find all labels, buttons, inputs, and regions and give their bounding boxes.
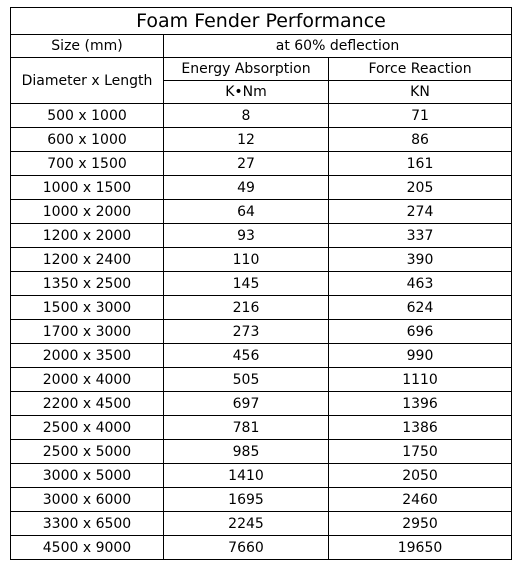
table-body: [11, 8, 512, 560]
force-cell: 205: [329, 176, 512, 200]
force-cell: 161: [329, 152, 512, 176]
force-header: Force Reaction: [329, 58, 512, 81]
force-cell: 337: [329, 224, 512, 248]
energy-cell: 1695: [164, 488, 329, 512]
table-row: [11, 224, 512, 248]
force-cell: 463: [329, 272, 512, 296]
header-row-1: [11, 35, 512, 58]
force-cell: 86: [329, 128, 512, 152]
table-title: Foam Fender Performance: [11, 8, 512, 35]
size-cell: 600 x 1000: [11, 128, 164, 152]
foam-fender-performance-table: [10, 7, 512, 560]
energy-cell: 145: [164, 272, 329, 296]
energy-cell: 1410: [164, 464, 329, 488]
energy-cell: 985: [164, 440, 329, 464]
energy-cell: 49: [164, 176, 329, 200]
foam-fender-table-frame: [10, 7, 511, 560]
table-row: [11, 416, 512, 440]
energy-header: Energy Absorption: [164, 58, 329, 81]
force-cell: 1110: [329, 368, 512, 392]
size-cell: 1500 x 3000: [11, 296, 164, 320]
size-cell: 3300 x 6500: [11, 512, 164, 536]
energy-cell: 781: [164, 416, 329, 440]
deflection-header: at 60% deflection: [164, 35, 512, 58]
force-cell: 71: [329, 104, 512, 128]
table-row: [11, 104, 512, 128]
table-row: [11, 488, 512, 512]
force-cell: 1386: [329, 416, 512, 440]
size-cell: 1200 x 2000: [11, 224, 164, 248]
force-cell: 390: [329, 248, 512, 272]
force-cell: 1750: [329, 440, 512, 464]
table-row: [11, 464, 512, 488]
table-row: [11, 296, 512, 320]
size-cell: 2000 x 3500: [11, 344, 164, 368]
energy-cell: 110: [164, 248, 329, 272]
energy-cell: 2245: [164, 512, 329, 536]
size-cell: 1350 x 2500: [11, 272, 164, 296]
size-cell: 1200 x 2400: [11, 248, 164, 272]
size-header: Size (mm): [11, 35, 164, 58]
force-unit: KN: [329, 81, 512, 104]
size-cell: 1000 x 2000: [11, 200, 164, 224]
force-cell: 19650: [329, 536, 512, 560]
energy-cell: 697: [164, 392, 329, 416]
energy-unit: K•Nm: [164, 81, 329, 104]
force-cell: 274: [329, 200, 512, 224]
table-row: [11, 152, 512, 176]
energy-cell: 456: [164, 344, 329, 368]
energy-cell: 216: [164, 296, 329, 320]
size-cell: 1700 x 3000: [11, 320, 164, 344]
energy-cell: 505: [164, 368, 329, 392]
size-cell: 2500 x 5000: [11, 440, 164, 464]
table-row: [11, 344, 512, 368]
force-cell: 624: [329, 296, 512, 320]
energy-cell: 7660: [164, 536, 329, 560]
size-cell: 500 x 1000: [11, 104, 164, 128]
table-row: [11, 200, 512, 224]
size-cell: 2500 x 4000: [11, 416, 164, 440]
force-cell: 2050: [329, 464, 512, 488]
size-cell: 4500 x 9000: [11, 536, 164, 560]
force-cell: 696: [329, 320, 512, 344]
table-row: [11, 272, 512, 296]
energy-cell: 273: [164, 320, 329, 344]
size-cell: 3000 x 6000: [11, 488, 164, 512]
table-row: [11, 368, 512, 392]
table-row: [11, 128, 512, 152]
size-cell: 2000 x 4000: [11, 368, 164, 392]
table-row: [11, 320, 512, 344]
title-row: [11, 8, 512, 35]
size-cell: 2200 x 4500: [11, 392, 164, 416]
energy-cell: 64: [164, 200, 329, 224]
table-row: [11, 512, 512, 536]
force-cell: 1396: [329, 392, 512, 416]
table-row: [11, 440, 512, 464]
size-cell: 3000 x 5000: [11, 464, 164, 488]
table-row: [11, 392, 512, 416]
table-row: [11, 248, 512, 272]
header-row-2: [11, 58, 512, 81]
size-cell: 1000 x 1500: [11, 176, 164, 200]
table-row: [11, 536, 512, 560]
table-row: [11, 176, 512, 200]
size-cell: 700 x 1500: [11, 152, 164, 176]
force-cell: 990: [329, 344, 512, 368]
force-cell: 2460: [329, 488, 512, 512]
energy-cell: 27: [164, 152, 329, 176]
energy-cell: 93: [164, 224, 329, 248]
dimension-header: Diameter x Length: [11, 58, 164, 104]
energy-cell: 8: [164, 104, 329, 128]
force-cell: 2950: [329, 512, 512, 536]
energy-cell: 12: [164, 128, 329, 152]
